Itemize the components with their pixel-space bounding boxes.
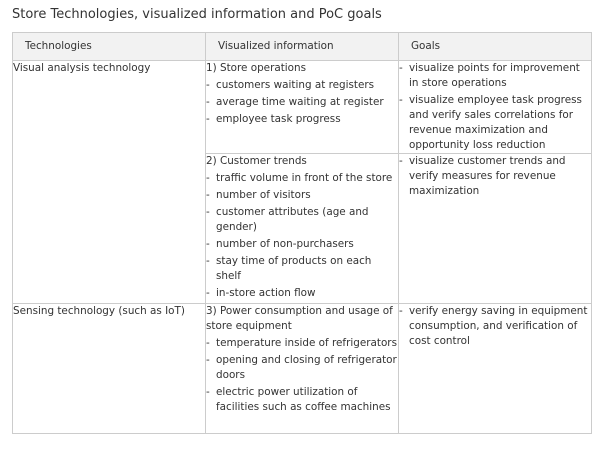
list-item: - customer attributes (age and gender)	[206, 206, 369, 233]
list-item: - in-store action flow	[206, 287, 316, 299]
list-item: - customers waiting at registers	[206, 79, 375, 91]
header-visualized-information: Visualized information	[206, 33, 399, 61]
technology-label: Visual analysis technology	[13, 62, 151, 74]
dash-bullet: -	[206, 96, 210, 108]
technology-cell	[13, 61, 206, 304]
list-item: - employee task progress	[206, 113, 341, 125]
dash-bullet: -	[206, 354, 210, 366]
table-row	[13, 304, 592, 434]
dash-bullet: -	[206, 238, 210, 250]
header-goals: Goals	[399, 33, 592, 61]
header-technologies: Technologies	[13, 33, 206, 61]
list-item: - visualize points for improvement in store operations	[399, 62, 580, 89]
page-title: Store Technologies, visualized information and PoC goals	[12, 7, 382, 22]
dash-bullet: -	[206, 113, 210, 125]
goals-list	[399, 304, 591, 349]
info-list	[206, 336, 398, 415]
goals-cell	[399, 154, 592, 304]
list-item: - number of non-purchasers	[206, 238, 354, 250]
dash-bullet: -	[206, 79, 210, 91]
list-item: - electric power utilization of facilities such as coffee machines	[206, 386, 391, 413]
info-list	[206, 78, 398, 127]
goals-cell	[399, 304, 592, 434]
visualized-info-cell	[206, 304, 399, 434]
list-item: - traffic volume in front of the store	[206, 172, 393, 184]
list-item: - stay time of products on each shelf	[206, 255, 372, 282]
technology-cell	[13, 304, 206, 434]
goals-list	[399, 154, 591, 199]
visualized-info-cell	[206, 61, 399, 154]
list-item: - verify energy saving in equipment consumption, and verification of cost control	[399, 305, 588, 347]
table-header-row	[13, 33, 592, 61]
dash-bullet: -	[206, 337, 210, 349]
dash-bullet: -	[206, 206, 210, 218]
info-heading: 1) Store operations	[206, 62, 307, 74]
dash-bullet: -	[206, 386, 210, 398]
list-item: - temperature inside of refrigerators	[206, 337, 397, 349]
dash-bullet: -	[206, 287, 210, 299]
dash-bullet: -	[206, 172, 210, 184]
list-item: - visualize employee task progress and verify sales correlations for revenue maximization and opportunity loss reduction	[399, 94, 582, 151]
visualized-info-cell	[206, 154, 399, 304]
technology-label: Sensing technology (such as IoT)	[13, 305, 185, 317]
dash-bullet: -	[399, 62, 403, 74]
goals-list	[399, 61, 591, 153]
list-item: - visualize customer trends and verify measures for revenue maximization	[399, 155, 566, 197]
dash-bullet: -	[206, 189, 210, 201]
list-item: - opening and closing of refrigerator doors	[206, 354, 397, 381]
info-list	[206, 171, 398, 301]
dash-bullet: -	[206, 255, 210, 267]
info-heading: 3) Power consumption and usage of store equipment	[206, 305, 393, 332]
table-row	[13, 61, 592, 154]
technologies-table	[12, 32, 592, 434]
dash-bullet: -	[399, 94, 403, 106]
dash-bullet: -	[399, 155, 403, 167]
goals-cell	[399, 61, 592, 154]
list-item: - average time waiting at register	[206, 96, 384, 108]
info-heading: 2) Customer trends	[206, 155, 307, 167]
dash-bullet: -	[399, 305, 403, 317]
list-item: - number of visitors	[206, 189, 311, 201]
